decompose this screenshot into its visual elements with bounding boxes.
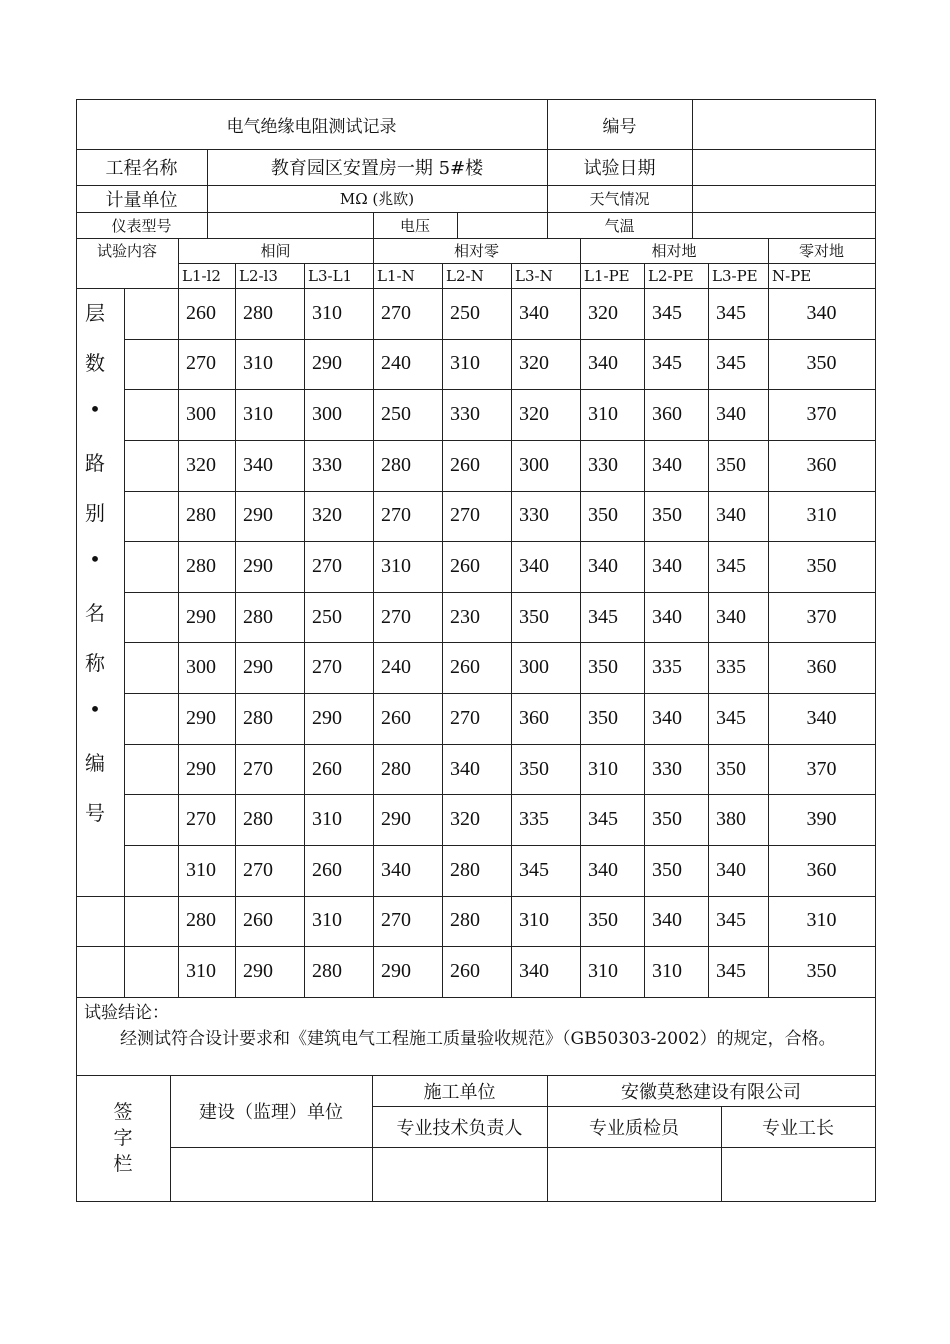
table-cell: 340	[652, 909, 682, 932]
table-cell: 340	[806, 301, 837, 324]
table-cell: 340	[588, 858, 618, 881]
side-label-char: •	[89, 697, 101, 721]
table-cell: 230	[450, 605, 480, 628]
conclusion-text: 经测试符合设计要求和《建筑电气工程施工质量验收规范》（GB50303-2002）的规定，合格。	[120, 1029, 836, 1049]
table-cell: 280	[312, 960, 342, 983]
table-cell: 320	[588, 301, 618, 324]
table-cell: 300	[519, 656, 549, 679]
column-header: L3-N	[515, 266, 553, 285]
table-cell: 290	[381, 808, 411, 831]
table-cell: 330	[450, 403, 480, 426]
table-cell: 290	[243, 555, 273, 577]
table-cell: 340	[716, 403, 746, 426]
table-cell: 350	[588, 656, 618, 679]
conclusion-block	[84, 1000, 874, 1052]
table-cell: 345	[652, 352, 682, 375]
table-cell: 280	[450, 909, 480, 932]
table-cell: 270	[381, 605, 411, 628]
temperature-value[interactable]	[692, 212, 875, 238]
project-name-value[interactable]: 教育园区安置房一期 5#楼	[270, 158, 484, 179]
foreman-signature-field[interactable]	[721, 1147, 875, 1201]
table-cell: 350	[652, 858, 682, 881]
table-cell: 270	[381, 909, 411, 932]
table-cell: 320	[519, 403, 549, 426]
side-label-char: 称	[85, 651, 105, 675]
table-cell: 340	[450, 757, 480, 780]
table-cell: 350	[652, 504, 682, 527]
table-cell: 290	[312, 706, 342, 729]
table-cell: 280	[243, 808, 273, 831]
table-cell: 270	[450, 504, 480, 527]
table-cell: 345	[519, 858, 549, 881]
constructor-label: 施工单位	[423, 1081, 496, 1103]
voltage-label: 电压	[399, 216, 430, 235]
table-cell: 380	[716, 808, 746, 831]
table-cell: 340	[519, 301, 549, 324]
table-cell: 270	[243, 757, 273, 780]
table-cell: 260	[450, 453, 480, 476]
unit-value: MΩ (兆欧)	[339, 190, 415, 208]
column-header: L2-N	[446, 266, 484, 285]
table-cell: 280	[186, 909, 216, 932]
table-cell: 310	[588, 757, 618, 780]
table-cell: 310	[186, 960, 216, 983]
table-cell: 290	[381, 960, 411, 983]
table-cell: 350	[806, 960, 837, 983]
test-content-label: 试验内容	[96, 242, 157, 260]
unit-label: 计量单位	[105, 189, 178, 211]
table-cell: 350	[716, 453, 746, 476]
table-cell: 250	[312, 605, 342, 628]
voltage-value[interactable]	[457, 212, 547, 238]
table-cell: 340	[381, 858, 411, 881]
tech-lead-signature-field[interactable]	[372, 1147, 547, 1201]
meter-model-value[interactable]	[207, 212, 373, 238]
test-date-label: 试验日期	[583, 158, 656, 179]
table-cell: 335	[519, 808, 549, 831]
table-cell: 260	[450, 656, 480, 679]
signature-section-char: 栏	[113, 1153, 133, 1175]
table-cell: 300	[519, 453, 549, 476]
table-cell: 350	[806, 555, 837, 577]
table-cell: 310	[186, 858, 216, 881]
table-cell: 345	[588, 605, 618, 628]
weather-value[interactable]	[692, 185, 875, 212]
table-cell: 310	[519, 909, 549, 932]
table-cell: 330	[519, 504, 549, 527]
table-cell: 260	[450, 555, 480, 577]
number-label: 编号	[602, 116, 637, 137]
signature-section-char: 字	[113, 1127, 133, 1149]
constructor-name: 安徽莫愁建设有限公司	[621, 1081, 801, 1103]
table-cell: 310	[243, 403, 273, 426]
owner-unit-label: 建设（监理）单位	[199, 1102, 343, 1123]
signature-section-char: 签	[113, 1101, 133, 1123]
column-header: L1-N	[377, 266, 415, 285]
table-cell: 280	[381, 757, 411, 780]
table-cell: 280	[243, 301, 273, 324]
meter-model-label: 仪表型号	[111, 216, 172, 235]
table-cell: 345	[716, 909, 746, 932]
table-cell: 270	[381, 504, 411, 527]
table-cell: 290	[243, 656, 273, 679]
side-label-char: •	[89, 547, 101, 571]
side-label-char: 别	[85, 501, 105, 525]
column-header: L1-l2	[182, 266, 221, 285]
side-label-char: 名	[85, 601, 105, 625]
table-cell: 290	[186, 605, 216, 628]
group-phase-to-neutral: 相对零	[453, 242, 499, 260]
table-cell: 350	[588, 504, 618, 527]
column-header: L1-PE	[584, 266, 630, 285]
weather-label: 天气情况	[589, 190, 650, 208]
table-cell: 340	[652, 453, 682, 476]
project-name-label: 工程名称	[105, 158, 178, 179]
table-cell: 310	[652, 960, 682, 983]
table-cell: 310	[588, 403, 618, 426]
table-cell: 310	[243, 352, 273, 375]
table-cell: 260	[312, 757, 342, 780]
table-cell: 350	[806, 352, 837, 375]
table-cell: 270	[243, 858, 273, 881]
side-label-char: •	[89, 397, 101, 421]
tech-lead-label: 专业技术负责人	[396, 1117, 523, 1139]
column-header: N-PE	[772, 266, 812, 285]
group-phase-to-ground: 相对地	[651, 242, 697, 260]
column-header: L3-L1	[308, 266, 353, 285]
table-cell: 310	[806, 909, 837, 932]
table-cell: 310	[806, 504, 837, 527]
test-date-value[interactable]	[692, 149, 875, 185]
table-cell: 340	[716, 858, 746, 881]
table-cell: 320	[519, 352, 549, 375]
table-cell: 335	[652, 656, 682, 679]
qc-inspector-label: 专业质检员	[589, 1117, 679, 1139]
table-cell: 280	[381, 453, 411, 476]
table-cell: 290	[186, 706, 216, 729]
table-cell: 260	[186, 301, 216, 324]
table-cell: 370	[806, 605, 837, 628]
table-cell: 360	[652, 403, 682, 426]
table-cell: 350	[519, 757, 549, 780]
qc-signature-field[interactable]	[547, 1147, 721, 1201]
table-cell: 350	[519, 605, 549, 628]
table-cell: 320	[450, 808, 480, 831]
table-cell: 350	[588, 706, 618, 729]
table-cell: 280	[186, 504, 216, 527]
form-title: 电气绝缘电阻测试记录	[226, 116, 397, 137]
group-neutral-to-ground: 零对地	[798, 242, 844, 260]
table-cell: 390	[806, 808, 837, 831]
table-cell: 320	[312, 504, 342, 527]
table-cell: 340	[716, 605, 746, 628]
table-cell: 300	[186, 403, 216, 426]
owner-signature-field[interactable]	[170, 1147, 372, 1201]
column-header: L3-PE	[712, 266, 758, 285]
side-label-char: 数	[85, 351, 105, 375]
table-cell: 340	[588, 352, 618, 375]
table-cell: 310	[312, 909, 342, 932]
side-label-char: 层	[85, 301, 105, 325]
side-label-char: 路	[85, 451, 105, 475]
table-cell: 370	[806, 757, 837, 780]
table-cell: 345	[716, 301, 746, 324]
table-cell: 250	[381, 403, 411, 426]
foreman-label: 专业工长	[762, 1117, 834, 1139]
table-cell: 290	[312, 352, 342, 375]
table-cell: 340	[243, 453, 273, 476]
temperature-label: 气温	[604, 216, 635, 235]
table-cell: 310	[381, 555, 411, 577]
table-cell: 370	[806, 403, 837, 426]
table-cell: 350	[652, 808, 682, 831]
table-cell: 270	[186, 808, 216, 831]
table-cell: 260	[312, 858, 342, 881]
table-cell: 330	[588, 453, 618, 476]
table-cell: 270	[186, 352, 216, 375]
table-cell: 360	[806, 858, 837, 881]
table-cell: 345	[716, 555, 746, 577]
table-cell: 340	[806, 706, 837, 729]
table-cell: 340	[652, 555, 682, 577]
table-cell: 330	[312, 453, 342, 476]
column-header: L2-l3	[239, 266, 278, 285]
table-cell: 260	[381, 706, 411, 729]
table-cell: 260	[243, 909, 273, 932]
table-cell: 310	[312, 808, 342, 831]
table-cell: 345	[716, 960, 746, 983]
table-cell: 310	[450, 352, 480, 375]
table-cell: 300	[312, 403, 342, 426]
side-label-char: 号	[85, 801, 105, 825]
table-cell: 280	[243, 706, 273, 729]
table-cell: 350	[716, 757, 746, 780]
table-cell: 310	[588, 960, 618, 983]
table-cell: 270	[381, 301, 411, 324]
table-cell: 270	[450, 706, 480, 729]
table-cell: 360	[806, 453, 837, 476]
table-cell: 340	[652, 706, 682, 729]
table-cell: 360	[519, 706, 549, 729]
table-cell: 270	[312, 656, 342, 679]
table-cell: 260	[450, 960, 480, 983]
table-cell: 340	[588, 555, 618, 577]
table-cell: 340	[519, 555, 549, 577]
table-cell: 250	[450, 301, 480, 324]
table-cell: 240	[381, 656, 411, 679]
group-phase-to-phase: 相间	[260, 242, 291, 260]
table-cell: 290	[186, 757, 216, 780]
conclusion-title: 试验结论：	[84, 1003, 169, 1023]
table-cell: 280	[243, 605, 273, 628]
table-cell: 300	[186, 656, 216, 679]
table-cell: 320	[186, 453, 216, 476]
table-cell: 360	[806, 656, 837, 679]
table-cell: 290	[243, 504, 273, 527]
table-cell: 290	[243, 960, 273, 983]
table-cell: 340	[652, 605, 682, 628]
table-cell: 270	[312, 555, 342, 577]
table-cell: 280	[450, 858, 480, 881]
table-cell: 345	[716, 706, 746, 729]
side-label-char: 编	[85, 751, 105, 775]
number-value[interactable]	[692, 99, 875, 149]
table-cell: 335	[716, 656, 746, 679]
table-cell: 350	[588, 909, 618, 932]
table-cell: 345	[588, 808, 618, 831]
table-cell: 280	[186, 555, 216, 577]
table-cell: 340	[519, 960, 549, 983]
table-cell: 345	[716, 352, 746, 375]
table-cell: 310	[312, 301, 342, 324]
table-cell: 330	[652, 757, 682, 780]
column-header: L2-PE	[648, 266, 694, 285]
table-cell: 345	[652, 301, 682, 324]
table-cell: 340	[716, 504, 746, 527]
table-cell: 240	[381, 352, 411, 375]
